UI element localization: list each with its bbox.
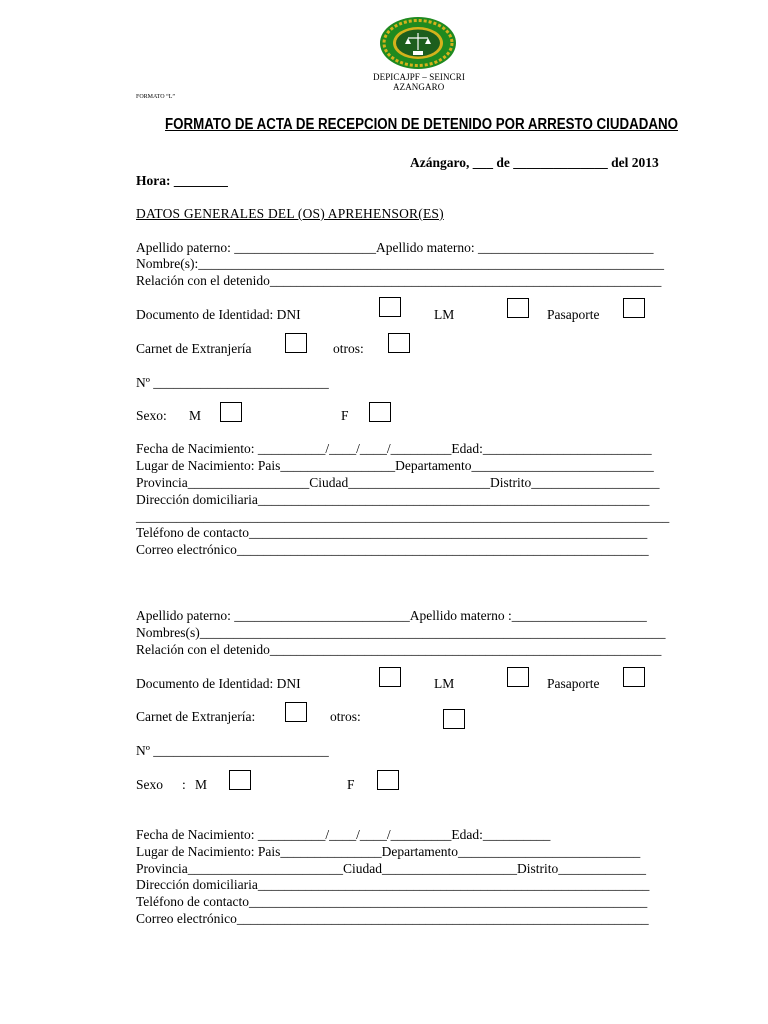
apprehender2-surnames-field[interactable]: Apellido paterno: __________________________Apellido materno :____________________ xyxy=(136,608,647,623)
apprehender2-names-field[interactable]: Nombres(s)_____________________________________________________________________ xyxy=(136,625,666,640)
apprehender2-male-checkbox[interactable] xyxy=(229,770,251,790)
apprehender2-sex-label: Sexo xyxy=(136,777,163,792)
apprehender1-male-checkbox[interactable] xyxy=(220,402,242,422)
apprehender1-passport-checkbox[interactable] xyxy=(623,298,645,318)
apprehender1-phone-field[interactable]: Teléfono de contacto___________________________________________________________ xyxy=(136,525,648,540)
apprehender2-birth-place-field[interactable]: Lugar de Nacimiento: Pais_______________Departamento___________________________ xyxy=(136,844,641,859)
city-name: AZANGARO xyxy=(393,82,445,92)
apprehender1-relation-field[interactable]: Relación con el detenido__________________________________________________________ xyxy=(136,273,662,288)
apprehender2-dni-checkbox[interactable] xyxy=(379,667,401,687)
apprehender2-email-field[interactable]: Correo electrónico_____________________________________________________________ xyxy=(136,911,649,926)
apprehender2-passport-checkbox[interactable] xyxy=(623,667,645,687)
apprehender1-carnet-checkbox[interactable] xyxy=(285,333,307,353)
apprehender1-female-label: F xyxy=(341,408,349,423)
apprehender2-otros-label: otros: xyxy=(330,709,361,724)
apprehender2-address-field[interactable]: Dirección domiciliaria__________________________________________________________ xyxy=(136,877,650,892)
apprehender1-lm-checkbox[interactable] xyxy=(507,298,529,318)
apprehender1-male-label: M xyxy=(189,408,202,423)
apprehender2-birth-date-field[interactable]: Fecha de Nacimiento: __________/____/____/_________Edad:__________ xyxy=(136,827,551,842)
apprehender2-province-field[interactable]: Provincia_______________________Ciudad____________________Distrito_____________ xyxy=(136,861,646,876)
apprehender2-carnet-checkbox[interactable] xyxy=(285,702,307,722)
form-code: FORMATO “L” xyxy=(136,94,176,100)
apprehender1-surnames-field[interactable]: Apellido paterno: _____________________Apellido materno: __________________________ xyxy=(136,240,654,255)
apprehender2-phone-field[interactable]: Teléfono de contacto___________________________________________________________ xyxy=(136,894,648,909)
apprehender2-lm-label: LM xyxy=(434,676,455,691)
document-title: FORMATO DE ACTA DE RECEPCION DE DETENIDO POR ARRESTO CIUDADANO xyxy=(165,116,678,133)
apprehender1-carnet-label: Carnet de Extranjería xyxy=(136,341,252,356)
apprehender2-female-checkbox[interactable] xyxy=(377,770,399,790)
apprehender1-otros-checkbox[interactable] xyxy=(388,333,410,353)
apprehender1-province-field[interactable]: Provincia__________________Ciudad_____________________Distrito___________________ xyxy=(136,475,660,490)
apprehender1-names-field[interactable]: Nombre(s):_____________________________________________________________________ xyxy=(136,256,664,271)
apprehender1-passport-label: Pasaporte xyxy=(547,307,600,322)
apprehender2-relation-field[interactable]: Relación con el detenido__________________________________________________________ xyxy=(136,642,662,657)
apprehender1-email-field[interactable]: Correo electrónico_____________________________________________________________ xyxy=(136,542,649,557)
apprehender1-dni-checkbox[interactable] xyxy=(379,297,401,317)
apprehender1-birth-date-field[interactable]: Fecha de Nacimiento: __________/____/____/_________Edad:_________________________ xyxy=(136,441,652,456)
institution-seal-logo xyxy=(378,16,458,70)
apprehender2-male-label: M xyxy=(195,777,208,792)
apprehender1-address-cont-field[interactable]: _______________________________________________________________________________ xyxy=(136,509,670,524)
apprehender1-otros-label: otros: xyxy=(333,341,364,356)
apprehender1-lm-label: LM xyxy=(434,307,455,322)
apprehender2-doc-label: Documento de Identidad: DNI xyxy=(136,676,301,691)
hour-line: Hora: ________ xyxy=(136,173,228,188)
apprehender2-number-field[interactable]: Nº __________________________ xyxy=(136,743,329,758)
apprehender1-sex-label: Sexo: xyxy=(136,408,167,423)
apprehender1-female-checkbox[interactable] xyxy=(369,402,391,422)
apprehender2-carnet-label: Carnet de Extranjería: xyxy=(136,709,256,724)
apprehender2-otros-checkbox[interactable] xyxy=(443,709,465,729)
apprehender2-lm-checkbox[interactable] xyxy=(507,667,529,687)
section-title: DATOS GENERALES DEL (OS) APREHENSOR(ES) xyxy=(136,206,444,221)
apprehender2-sex-colon: : xyxy=(182,777,186,792)
apprehender1-doc-label: Documento de Identidad: DNI xyxy=(136,307,301,322)
apprehender1-birth-place-field[interactable]: Lugar de Nacimiento: Pais_________________Departamento___________________________ xyxy=(136,458,654,473)
apprehender2-passport-label: Pasaporte xyxy=(547,676,600,691)
date-line: Azángaro, ___ de ______________ del 2013 xyxy=(410,155,659,170)
apprehender1-number-field[interactable]: Nº __________________________ xyxy=(136,375,329,390)
apprehender2-female-label: F xyxy=(347,777,355,792)
institution-name: DEPICAJPF – SEINCRI xyxy=(373,72,465,82)
apprehender1-address-field[interactable]: Dirección domiciliaria__________________________________________________________ xyxy=(136,492,650,507)
